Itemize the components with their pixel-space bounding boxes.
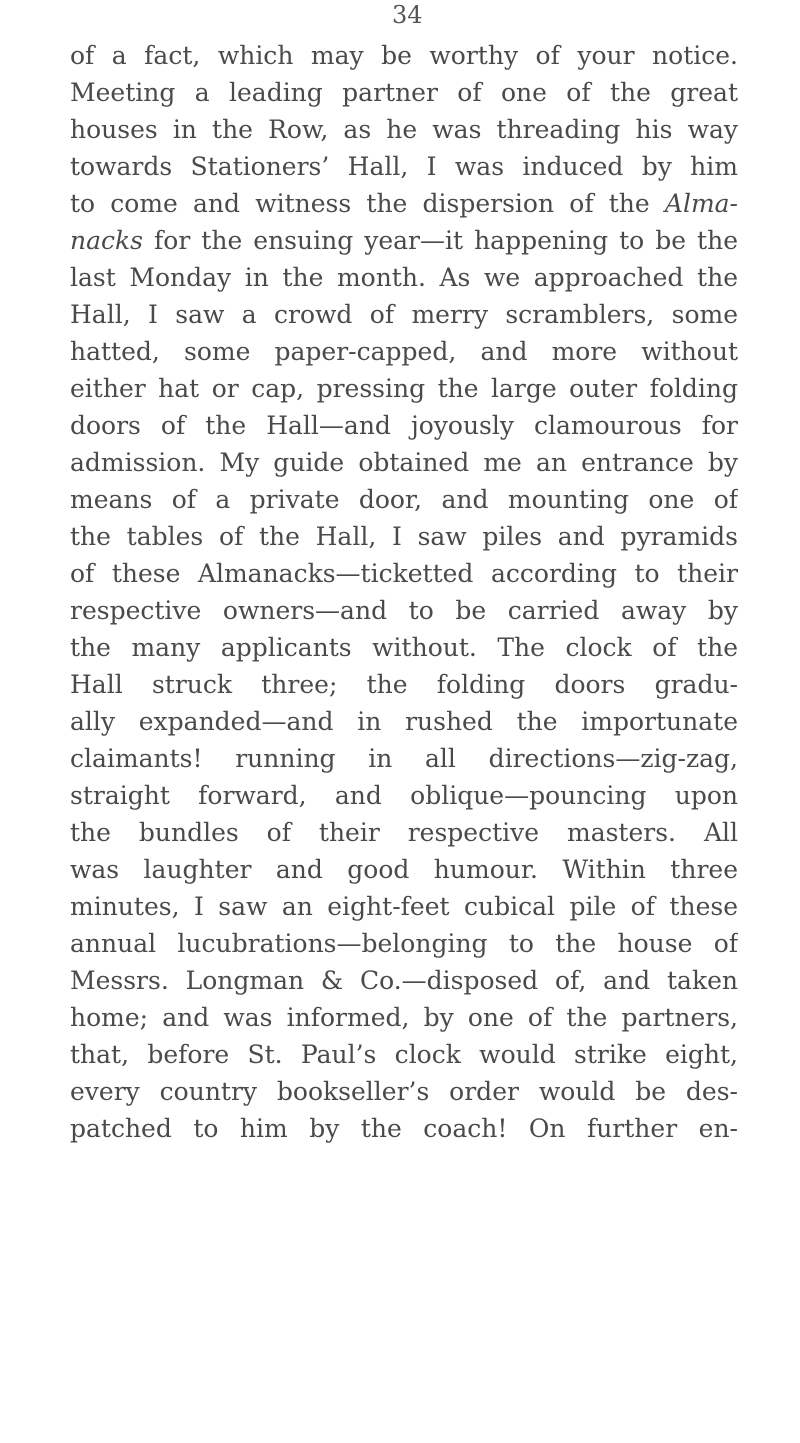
text-line: minutes, I saw an eight-feet cubical pile of these [70,892,738,921]
text-line: houses in the Row, as he was threading his way [70,115,738,144]
text-line: annual lucubrations—belonging to the house of [70,929,738,958]
text-line: respective owners—and to be carried away by [70,596,738,625]
text-line: the many applicants without. The clock of the [70,633,738,662]
text-line: of these Almanacks—ticketted according to their [70,559,738,588]
text-line: Hall, I saw a crowd of merry scramblers, some [70,300,738,329]
text-line: towards Stationers’ Hall, I was induced by him [70,152,738,181]
text-line: that, before St. Paul’s clock would strike eight, [70,1040,738,1069]
page-number: 34 [392,1,423,29]
italic-word: nacks [70,226,143,255]
text-line: doors of the Hall—and joyously clamourous for [70,411,738,440]
text-line: last Monday in the month. As we approached the [70,263,738,292]
text-segment: to come and witness the dispersion of the [70,189,665,218]
text-line-with-italic [70,222,738,259]
text-line: was laughter and good humour. Within three [70,855,738,884]
text-line: claimants! running in all directions—zig-zag, [70,744,738,773]
text-line: patched to him by the coach! On further en- [70,1114,738,1143]
text-line: every country bookseller’s order would be des- [70,1077,738,1106]
text-line: hatted, some paper-capped, and more without [70,337,738,366]
text-line: straight forward, and oblique—pouncing upon [70,781,738,810]
text-line: Meeting a leading partner of one of the great [70,78,738,107]
text-line: either hat or cap, pressing the large outer folding [70,374,738,403]
text-line: Hall struck three; the folding doors gradu- [70,670,738,699]
text-line: the bundles of their respective masters. All [70,818,738,847]
italic-word: Alma- [664,189,738,218]
text-segment: for the ensuing year—it happening to be the [143,226,738,255]
body-text [70,37,738,1147]
text-line: admission. My guide obtained me an entrance by [70,448,738,477]
text-line-with-italic [70,185,738,222]
text-line: of a fact, which may be worthy of your notice. [70,41,738,70]
text-line: Messrs. Longman & Co.—disposed of, and taken [70,966,738,995]
text-line: means of a private door, and mounting one of [70,485,738,514]
text-line: home; and was informed, by one of the partners, [70,1003,738,1032]
text-line: the tables of the Hall, I saw piles and pyramids [70,522,738,551]
text-line: ally expanded—and in rushed the importunate [70,707,738,736]
